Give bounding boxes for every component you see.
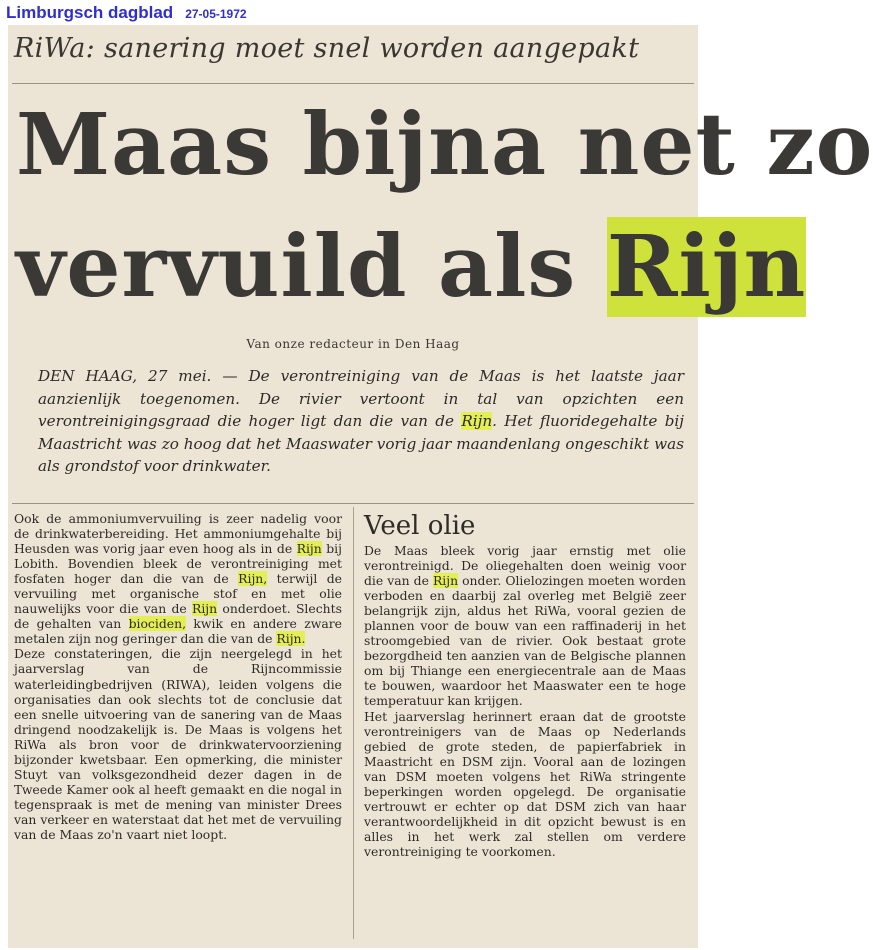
text-run: onderdoet. Slechts de gehalten van xyxy=(14,601,342,632)
paper-name: Limburgsch dagblad xyxy=(6,3,174,22)
article-paragraph xyxy=(364,543,686,709)
headline-line-2 xyxy=(16,217,807,317)
headline-line-1: Maas bijna net zo xyxy=(16,95,873,195)
text-run: DEN HAAG, 27 mei. — De verontreiniging van de Maas is het laatste jaar aanzienlijk toegenomen. De rivier vertoont in tal van opzichten een verontreinigingsgraad die hoger ligt dan die van de xyxy=(38,367,684,431)
highlighted-term: Rijn xyxy=(432,573,459,589)
byline: Van onze redacteur in Den Haag xyxy=(246,337,460,351)
text-run: Het jaarverslag herinnert eraan dat de grootste verontreinigers van de Maas op Nederlands gebied de grote steden, de papierfabriek in Maastricht en DSM zijn. Vooral aan de lozingen van DSM moeten volgens het RiWa stringente beperkingen worden opgelegd. De organisatie vertrouwt er echter op dat DSM zich van haar verantwoordelijkheid in dit opzicht bewust is en alles in het werk zal stellen om verdere verontreiniging te voorkomen. xyxy=(364,708,686,859)
lead-paragraph xyxy=(38,365,684,478)
text-run: Ook de ammoniumvervuiling is zeer nadelig voor de drinkwaterbereiding. Het ammoniumgehalte bij Heusden was vorig jaar even hoog als in de xyxy=(14,511,342,557)
text-run: onder. Olielozingen moeten worden verboden en daarbij zal overleg met België zeer belangrijk zijn, aldus het RiWa, vooral gezien de plannen voor de bouw van een raffinaderij in het stroomgebied van de rivier. Ook bestaat grote bezorgdheid ten aanzien van de Belgische plannen om bij Thiange een energiecentrale aan de Maas te bouwen, waardoor het Maaswater een te hoge temperatuur kan krijgen. xyxy=(364,573,686,709)
highlighted-term: Rijn xyxy=(192,601,218,617)
lead-rule xyxy=(12,503,694,504)
masthead xyxy=(6,3,247,25)
headline-line-2-text: vervuild als xyxy=(16,217,607,317)
headline-highlight: Rijn xyxy=(606,217,807,317)
text-run: Deze constateringen, die zijn neergelegd in het jaarverslag van de Rijncommissie waterleidingbedrijven (RIWA), leiden volgens die organisaties dan ook slechts tot de conclusie dat een snelle uitvoering van de sanering van de Maas dringend noodzakelijk is. De Maas is volgens het RiWa als bron voor de drinkwatervoorziening bijzonder kwetsbaar. Een opmerking, die minister Stuyt van volksgezondheid dezer dagen in de Tweede Kamer ook al heeft gemaakt en die nogal in tegenspraak is met de mening van minister Drees van verkeer en waterstaat dat het met de vervuiling van de Maas zo'n vaart niet loopt. xyxy=(14,646,342,842)
newspaper-clipping xyxy=(8,25,873,948)
text-run: De Maas bleek vorig jaar ernstig met olie verontreinigd. De oliegehalten doen weinig voor die van de xyxy=(364,543,686,589)
right-column xyxy=(364,511,686,859)
highlighted-term: biociden, xyxy=(128,616,187,632)
subheading: Veel olie xyxy=(364,511,476,541)
article-paragraph xyxy=(364,709,686,859)
column-divider xyxy=(353,507,354,939)
article-paragraph xyxy=(14,646,342,842)
text-run: terwijl de vervuiling met organische stof en met olie nauwelijks voor die van de xyxy=(14,571,342,617)
right-column-body xyxy=(364,543,686,859)
publication-date: 27-05-1972 xyxy=(185,7,247,21)
highlighted-term: Rijn, xyxy=(238,571,268,587)
highlighted-term: Rijn xyxy=(461,412,493,431)
text-run: bij Lobith. Bovendien bleek de verontreiniging met fosfaten hoger dan die van de xyxy=(14,541,342,587)
highlighted-term: Rijn xyxy=(296,541,322,557)
left-column xyxy=(14,511,342,842)
kicker-rule xyxy=(12,83,694,84)
article-paragraph xyxy=(14,511,342,646)
text-run: . Het fluoridegehalte bij Maastricht was zo hoog dat het Maaswater vorig jaar maandenlang ongeschikt was als grondstof voor drinkwater. xyxy=(38,412,684,476)
text-run: kwik en andere zware metalen zijn nog geringer dan die van de xyxy=(14,616,342,647)
kicker: RiWa: sanering moet snel worden aangepakt xyxy=(14,33,640,64)
highlighted-term: Rijn. xyxy=(276,631,306,647)
